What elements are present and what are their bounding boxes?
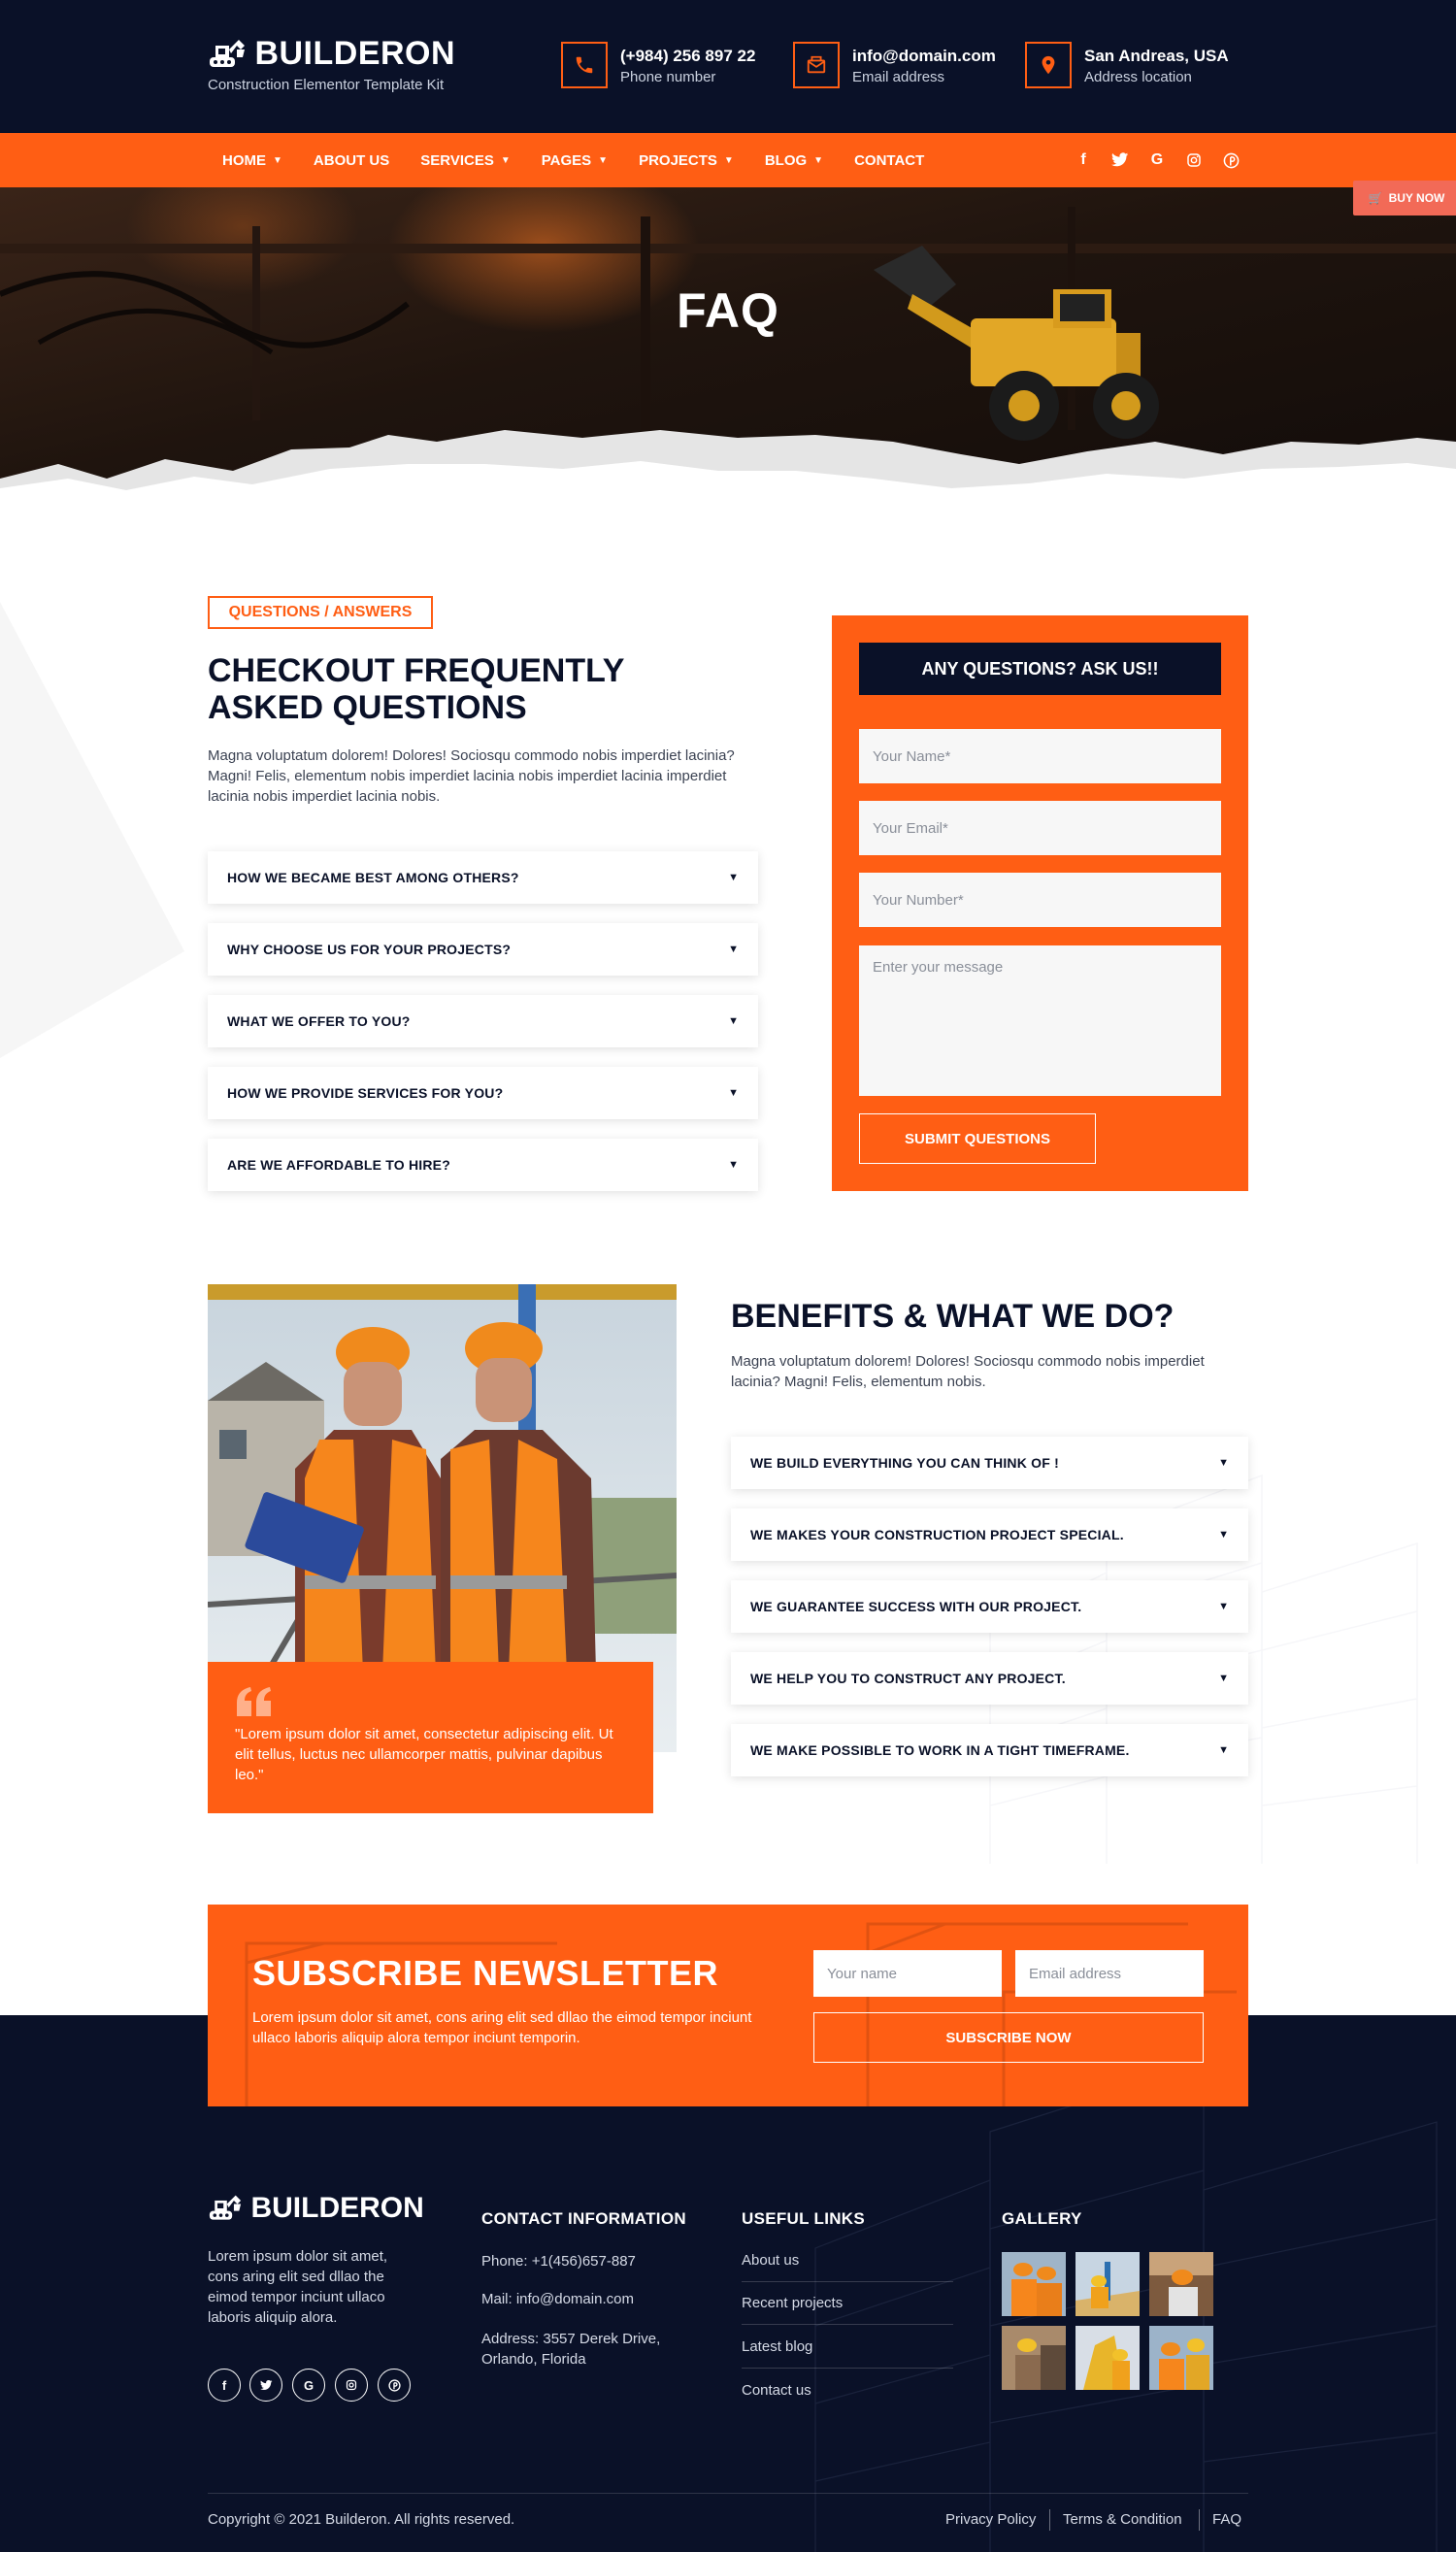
google-icon[interactable]: G <box>1150 151 1164 168</box>
benefit-item[interactable] <box>731 1580 1248 1633</box>
gallery-image[interactable] <box>1149 2252 1213 2316</box>
benefit-title: WE GUARANTEE SUCCESS WITH OUR PROJECT. <box>750 1599 1082 1614</box>
facebook-icon[interactable]: f <box>1080 151 1086 168</box>
excavator-logo-icon <box>208 2192 243 2225</box>
chevron-down-icon: ▼ <box>1218 1601 1229 1612</box>
nav-item-about[interactable] <box>314 152 389 169</box>
nav-item-label: ABOUT US <box>313 151 390 169</box>
benefit-title: WE MAKES YOUR CONSTRUCTION PROJECT SPECIAL. <box>750 1527 1124 1542</box>
phone-number[interactable]: (+984) 256 897 22 <box>620 47 756 65</box>
faq-item[interactable] <box>208 1139 758 1191</box>
pinterest-icon[interactable] <box>378 2369 411 2402</box>
faq-question: WHAT WE OFFER TO YOU? <box>227 1013 411 1029</box>
faq-question: ARE WE AFFORDABLE TO HIRE? <box>227 1157 450 1173</box>
gallery-image[interactable] <box>1149 2326 1213 2390</box>
footer-links-title: USEFUL LINKS <box>742 2209 866 2228</box>
buy-now-button[interactable] <box>1353 181 1456 215</box>
chevron-down-icon: ▼ <box>1218 1457 1229 1469</box>
nav-item-label: PAGES <box>541 151 592 169</box>
footer-logo[interactable] <box>208 2192 424 2225</box>
faq-heading-line: CHECKOUT FREQUENTLY <box>208 652 625 689</box>
faq-heading <box>208 652 624 727</box>
newsletter-name-input[interactable] <box>813 1950 1002 1997</box>
terms-link[interactable]: Terms & Condition <box>1063 2511 1182 2528</box>
nav-socials <box>1074 133 1258 187</box>
top-bar <box>0 0 1456 133</box>
google-icon[interactable]: G <box>292 2369 325 2402</box>
faq-question: HOW WE BECAME BEST AMONG OTHERS? <box>227 870 519 885</box>
faq-heading-line: ASKED QUESTIONS <box>208 689 527 727</box>
chevron-down-icon: ▼ <box>813 154 824 166</box>
page-title: FAQ <box>677 283 779 338</box>
benefit-item[interactable] <box>731 1437 1248 1489</box>
footer-separator <box>1199 2509 1200 2531</box>
email-icon <box>793 42 840 88</box>
chevron-down-icon: ▼ <box>728 1015 739 1027</box>
subscribe-button[interactable]: SUBSCRIBE NOW <box>813 2012 1204 2063</box>
location-pin-icon <box>1025 42 1072 88</box>
hero-background <box>0 187 1456 517</box>
excavator-logo-icon <box>208 36 247 73</box>
instagram-icon[interactable] <box>335 2369 368 2402</box>
gallery-image[interactable] <box>1002 2326 1066 2390</box>
footer-mail: Mail: info@domain.com <box>481 2291 634 2307</box>
footer-gallery-title: GALLERY <box>1002 2209 1082 2228</box>
message-textarea[interactable] <box>859 945 1221 1096</box>
decorative-triangle <box>0 602 194 1107</box>
faq-item[interactable] <box>208 851 758 904</box>
chevron-down-icon: ▼ <box>273 154 282 166</box>
chevron-down-icon: ▼ <box>598 154 609 166</box>
benefit-item[interactable] <box>731 1724 1248 1776</box>
footer-logo-name: BUILDERON <box>250 2192 424 2224</box>
location-text: San Andreas, USA <box>1084 47 1229 65</box>
quote-text: "Lorem ipsum dolor sit amet, consectetur adipiscing elit. Ut elit tellus, luctus nec ullamcorper mattis, pulvinar dapibus leo." <box>235 1726 613 1783</box>
email-input[interactable] <box>859 801 1221 855</box>
faq-item[interactable] <box>208 923 758 976</box>
chevron-down-icon: ▼ <box>1218 1673 1229 1684</box>
chevron-down-icon: ▼ <box>500 154 511 166</box>
nav-item-label: CONTACT <box>854 151 925 169</box>
footer-link-projects[interactable]: Recent projects <box>742 2282 953 2325</box>
phone-icon <box>561 42 608 88</box>
benefit-item[interactable] <box>731 1652 1248 1705</box>
faq-badge: QUESTIONS / ANSWERS <box>208 596 433 629</box>
location-label: Address location <box>1084 69 1192 85</box>
name-input[interactable] <box>859 729 1221 783</box>
footer-link-about[interactable]: About us <box>742 2239 953 2282</box>
email-address[interactable]: info@domain.com <box>852 47 996 65</box>
gallery-image[interactable] <box>1002 2252 1066 2316</box>
benefits-heading: BENEFITS & WHAT WE DO? <box>731 1298 1175 1335</box>
nav-item-label: BLOG <box>764 151 808 169</box>
email-label: Email address <box>852 69 945 85</box>
footer-link-blog[interactable]: Latest blog <box>742 2326 953 2369</box>
question-form <box>832 615 1248 1191</box>
submit-questions-button[interactable]: SUBMIT QUESTIONS <box>859 1113 1096 1164</box>
chevron-down-icon: ▼ <box>1218 1529 1229 1541</box>
benefit-title: WE BUILD EVERYTHING YOU CAN THINK OF ! <box>750 1455 1059 1471</box>
quote-icon <box>235 1687 274 1716</box>
footer-phone: Phone: +1(456)657-887 <box>481 2253 636 2270</box>
chevron-down-icon: ▼ <box>728 872 739 883</box>
faq-question: WHY CHOOSE US FOR YOUR PROJECTS? <box>227 942 512 957</box>
facebook-icon[interactable]: f <box>208 2369 241 2402</box>
footer-contact-title: CONTACT INFORMATION <box>481 2209 686 2228</box>
gallery-image[interactable] <box>1075 2252 1140 2316</box>
nav-item-services[interactable] <box>420 152 511 169</box>
hero-banner <box>0 187 1456 517</box>
faq-item[interactable] <box>208 1067 758 1119</box>
nav-item-pages[interactable] <box>542 152 608 169</box>
nav-item-blog[interactable] <box>765 152 823 169</box>
footer-link-contact[interactable]: Contact us <box>742 2381 811 2399</box>
faq-description: Magna voluptatum dolorem! Dolores! Sociosqu commodo nobis imperdiet lacinia? Magni! Felis, elementum nobis imperdiet lacinia nobis imperdiet lacinia imperdiet lacinia nobis imperdiet lacinia nobis. <box>208 747 735 805</box>
newsletter-email-input[interactable] <box>1015 1950 1204 1997</box>
form-title: ANY QUESTIONS? ASK US!! <box>859 643 1221 695</box>
decorative-building-sketch <box>971 1437 1456 1864</box>
nav-menu <box>222 133 955 187</box>
twitter-icon[interactable] <box>249 2369 282 2402</box>
chevron-down-icon: ▼ <box>728 1159 739 1171</box>
buy-now-label: BUY NOW <box>1388 191 1445 205</box>
logo-tagline: Construction Elementor Template Kit <box>208 77 445 93</box>
newsletter-text: Lorem ipsum dolor sit amet, cons aring elit sed dllao the eimod tempor inciunt ullaco laboris aliquip alora tempor inciunt temporin. <box>252 2009 752 2046</box>
footer-divider <box>208 2493 1248 2494</box>
copyright: Copyright © 2021 Builderon. All rights reserved. <box>208 2511 515 2528</box>
pinterest-icon[interactable] <box>1221 150 1241 170</box>
benefit-title: WE MAKE POSSIBLE TO WORK IN A TIGHT TIMEFRAME. <box>750 1742 1130 1758</box>
testimonial-quote <box>208 1662 653 1813</box>
phone-label: Phone number <box>620 69 716 85</box>
nav-item-home[interactable] <box>222 152 282 169</box>
chevron-down-icon: ▼ <box>728 1087 739 1099</box>
faq-link[interactable]: FAQ <box>1212 2511 1242 2528</box>
logo-name: BUILDERON <box>254 35 456 72</box>
newsletter-section <box>208 1905 1248 2106</box>
faq-item[interactable] <box>208 995 758 1047</box>
footer-separator <box>1049 2509 1050 2531</box>
privacy-policy-link[interactable]: Privacy Policy <box>945 2511 1037 2528</box>
number-input[interactable] <box>859 873 1221 927</box>
instagram-icon[interactable] <box>1184 150 1204 170</box>
nav-item-projects[interactable] <box>639 152 734 169</box>
newsletter-cranes-background <box>208 1905 1248 2106</box>
nav-item-contact[interactable] <box>854 152 924 169</box>
footer-about: Lorem ipsum dolor sit amet, cons aring elit sed dllao the eimod tempor inciunt ullaco laboris aliquip alora. <box>208 2248 388 2326</box>
nav-item-label: PROJECTS <box>639 151 717 169</box>
logo[interactable] <box>208 35 455 93</box>
twitter-icon[interactable] <box>1110 150 1130 170</box>
gallery-image[interactable] <box>1075 2326 1140 2390</box>
benefit-title: WE HELP YOU TO CONSTRUCT ANY PROJECT. <box>750 1671 1066 1686</box>
chevron-down-icon: ▼ <box>723 154 734 166</box>
newsletter-title: SUBSCRIBE NEWSLETTER <box>252 1953 719 1993</box>
chevron-down-icon: ▼ <box>1218 1744 1229 1756</box>
main-nav <box>0 133 1456 187</box>
footer-address: Address: 3557 Derek Drive, Orlando, Florida <box>481 2331 661 2368</box>
nav-item-label: SERVICES <box>420 151 494 169</box>
chevron-down-icon: ▼ <box>728 944 739 955</box>
faq-question: HOW WE PROVIDE SERVICES FOR YOU? <box>227 1085 504 1101</box>
benefit-item[interactable] <box>731 1508 1248 1561</box>
cart-icon: 🛒 <box>1368 191 1383 205</box>
benefits-description: Magna voluptatum dolorem! Dolores! Sociosqu commodo nobis imperdiet lacinia? Magni! Felis, elementum nobis. <box>731 1353 1205 1390</box>
nav-item-label: HOME <box>222 151 266 169</box>
